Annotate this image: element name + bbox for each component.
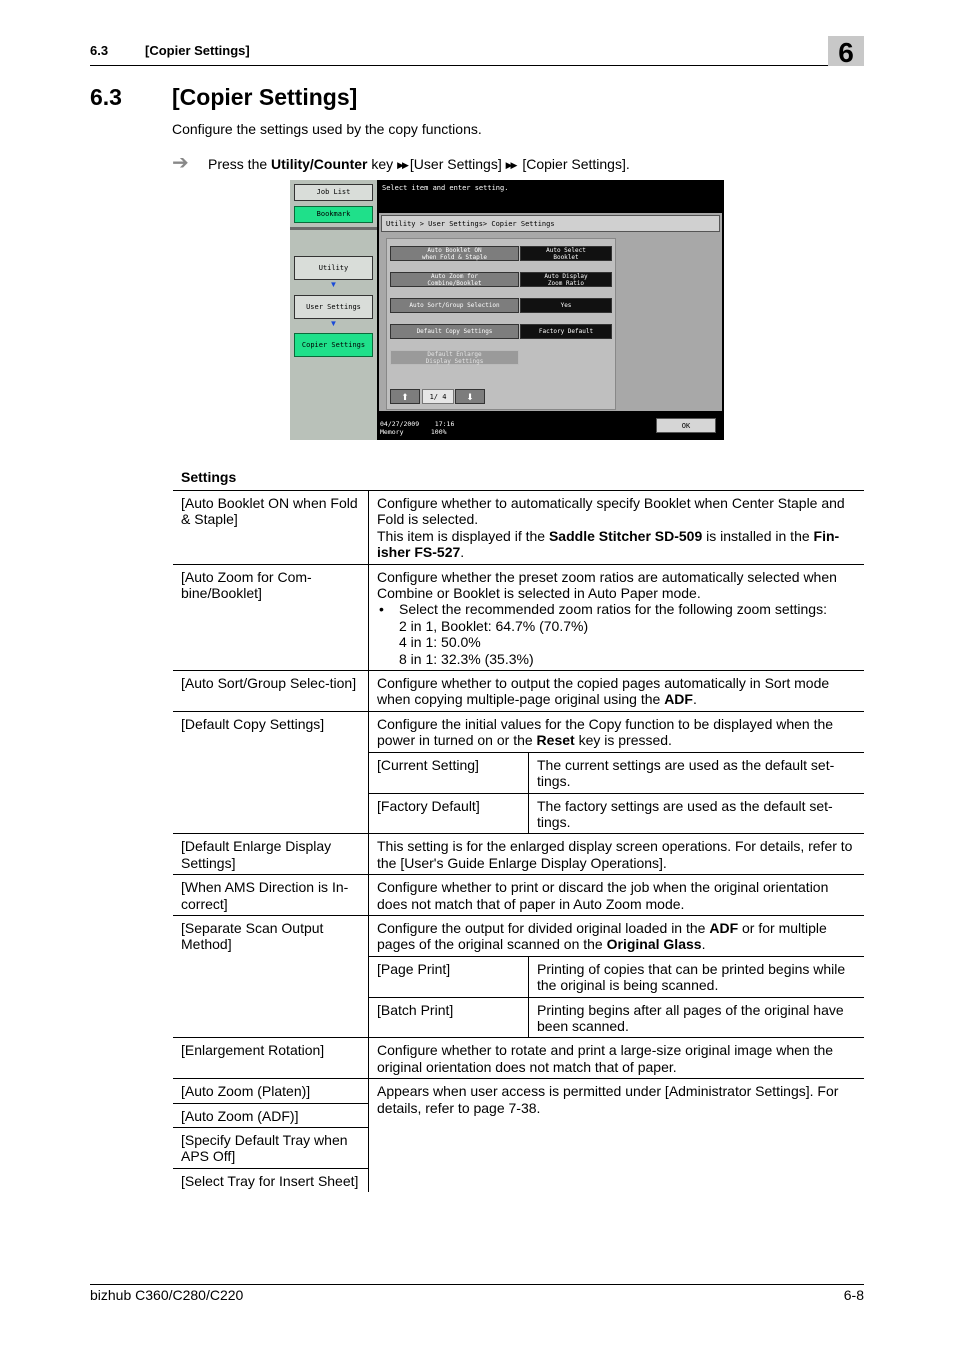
auto-zoom-combine-button[interactable]: Auto Zoom for Combine/Booklet <box>390 272 519 287</box>
default-copy-settings-value: Factory Default <box>520 324 612 339</box>
ok-button[interactable]: OK <box>656 418 716 433</box>
zoom-ratio-line: 4 in 1: 50.0% <box>399 634 481 651</box>
option-name: [Current Setting] <box>369 752 529 793</box>
setting-description <box>369 711 865 752</box>
zoom-ratio-line: 8 in 1: 32.3% (35.3%) <box>399 650 534 667</box>
bold-term: ADF <box>709 919 739 936</box>
description-text: is installed in the <box>702 527 814 544</box>
page-up-button[interactable] <box>390 389 420 404</box>
table-row <box>173 915 864 956</box>
setting-name: [Enlargement Rotation] <box>173 1038 369 1079</box>
option-name: [Batch Print] <box>369 997 529 1038</box>
instruction-key: Utility/Counter <box>271 156 368 172</box>
bold-term: Fin-isher FS-527 <box>377 527 840 561</box>
footer-rule <box>90 1284 864 1285</box>
setting-description <box>369 564 865 670</box>
option-name: [Page Print] <box>369 956 529 997</box>
job-list-button[interactable]: Job List <box>294 184 373 201</box>
up-arrow-icon: ⬆ <box>401 392 409 402</box>
bullet-list <box>377 601 856 667</box>
table-row <box>173 491 864 565</box>
setting-description: Configure whether to rotate and print a large-size original image when the original orientation does not match that of paper. <box>369 1038 865 1079</box>
down-arrow-icon: ▼ <box>329 319 338 328</box>
footer-date: 04/27/2009 <box>380 420 420 428</box>
footer-memory-value: 100% <box>430 428 447 436</box>
setting-name: [When AMS Direction is In-correct] <box>173 875 369 916</box>
setting-name: [Default Copy Settings] <box>173 711 369 833</box>
panel-divider <box>290 227 377 230</box>
settings-table <box>173 490 864 1192</box>
setting-description <box>369 915 865 956</box>
default-copy-settings-button[interactable]: Default Copy Settings <box>390 324 519 339</box>
instruction-step2: [User Settings] <box>409 156 506 172</box>
list-item-text: Select the recommended zoom ratios for the following zoom settings: <box>399 601 827 618</box>
footer-memory-label: Memory <box>380 428 404 436</box>
description-text: This item is displayed if the <box>377 527 549 544</box>
user-settings-button[interactable]: User Settings <box>294 295 373 319</box>
chapter-tab: 6 <box>828 36 864 66</box>
header-section-title: [Copier Settings] <box>145 43 250 58</box>
table-row <box>173 1038 864 1079</box>
utility-button[interactable]: Utility <box>294 256 373 280</box>
down-arrow-icon: ▼ <box>329 280 338 289</box>
auto-zoom-combine-value: Auto Display Zoom Ratio <box>520 272 612 287</box>
setting-name: [Default Enlarge Display Settings] <box>173 834 369 875</box>
footer-time: 17:16 <box>434 420 455 428</box>
table-row <box>173 1079 864 1103</box>
bookmark-button[interactable]: Bookmark <box>294 206 373 223</box>
status-footer <box>380 420 454 436</box>
zoom-ratio-line: 2 in 1, Booklet: 64.7% (70.7%) <box>399 617 589 634</box>
down-arrow-icon: ⬇ <box>466 392 474 402</box>
option-description: Printing of copies that can be printed begins while the original is being scanned. <box>529 956 865 997</box>
option-description: The current settings are used as the default set-tings. <box>529 752 865 793</box>
option-description: The factory settings are used as the default set-tings. <box>529 793 865 834</box>
auto-sort-group-button[interactable]: Auto Sort/Group Selection <box>390 298 519 313</box>
setting-name: [Select Tray for Insert Sheet] <box>173 1168 369 1192</box>
description-text: key is pressed. <box>574 732 672 749</box>
bold-term: Original Glass <box>606 936 702 953</box>
option-description: Printing begins after all pages of the original have been scanned. <box>529 997 865 1038</box>
description-text: . <box>692 691 697 708</box>
step-arrow-icon: ➔ <box>172 152 189 174</box>
page-down-button[interactable] <box>455 389 485 404</box>
description-text: . <box>460 544 465 561</box>
description-text: or for multiple pages of the original scanned on the <box>377 919 827 953</box>
instruction-prefix: Press the <box>208 156 272 172</box>
footer-product: bizhub C360/C280/C220 <box>90 1287 244 1303</box>
table-row <box>173 711 864 752</box>
option-name: [Factory Default] <box>369 793 529 834</box>
setting-name: [Auto Sort/Group Selec-tion] <box>173 671 369 712</box>
intro-text: Configure the settings used by the copy functions. <box>172 121 482 137</box>
list-item <box>399 601 856 667</box>
auto-booklet-value: Auto Select Booklet <box>520 246 612 261</box>
table-row <box>173 875 864 916</box>
copier-settings-button[interactable]: Copier Settings <box>294 333 373 357</box>
description-text: Configure the initial values for the Copy function to be displayed when the power in turned on or the <box>377 715 834 749</box>
auto-booklet-button[interactable]: Auto Booklet ON when Fold & Staple <box>390 246 519 261</box>
page-title: [Copier Settings] <box>172 84 358 110</box>
page-indicator: 1/ 4 <box>422 389 454 404</box>
table-row <box>173 671 864 712</box>
setting-description: Configure whether to print or discard the job when the original orientation does not match that of paper in Auto Zoom mode. <box>369 875 865 916</box>
setting-name: [Specify Default Tray when APS Off] <box>173 1128 369 1169</box>
screen-breadcrumb: Utility > User Settings> Copier Settings <box>381 215 720 232</box>
description-text: Configure the output for divided original loaded in the <box>377 919 710 936</box>
description-text: Configure whether to automatically specify Booklet when Center Staple and Fold is selected. <box>377 495 845 528</box>
setting-name: [Auto Zoom (Platen)] <box>173 1079 369 1103</box>
description-text: Configure whether the preset zoom ratios are automatically selected when Combine or Booklet is selected in Auto Paper mode. <box>377 568 837 602</box>
double-arrow-icon: ▶▶ <box>397 160 407 170</box>
copier-settings-screenshot <box>290 180 724 440</box>
footer-page-number: 6-8 <box>843 1287 864 1303</box>
setting-name: [Separate Scan Output Method] <box>173 915 369 1037</box>
description-text: . <box>701 936 706 953</box>
bold-term: Saddle Stitcher SD-509 <box>548 527 703 544</box>
table-row <box>173 834 864 875</box>
bold-term: Reset <box>536 732 575 749</box>
setting-name: [Auto Zoom (ADF)] <box>173 1103 369 1127</box>
default-enlarge-display-button[interactable]: Default Enlarge Display Settings <box>390 350 519 365</box>
double-arrow-icon: ▶▶ <box>505 160 516 170</box>
page-title-number: 6.3 <box>90 84 122 110</box>
instruction-step3: [Copier Settings]. <box>522 156 630 172</box>
instruction-text <box>208 156 630 172</box>
screen-message: Select item and enter setting. <box>382 184 509 192</box>
header-section-number: 6.3 <box>90 43 109 58</box>
auto-sort-group-value: Yes <box>520 298 612 313</box>
instruction-key-suffix: key <box>367 156 398 172</box>
settings-heading: Settings <box>181 469 237 485</box>
setting-description: Appears when user access is permitted under [Administrator Settings]. For details, refer to page 7-38. <box>369 1079 865 1193</box>
setting-description <box>369 491 865 565</box>
setting-description <box>369 671 865 712</box>
table-row <box>173 564 864 670</box>
setting-description: This setting is for the enlarged display screen operations. For details, refer to the [User's Guide Enlarge Display Operations]. <box>369 834 865 875</box>
left-panel <box>290 180 377 440</box>
description-text: Configure whether to output the copied pages automatically in Sort mode when copying multiple-page original using the <box>377 675 830 708</box>
setting-name: [Auto Zoom for Com-bine/Booklet] <box>173 564 369 670</box>
setting-name: [Auto Booklet ON when Fold & Staple] <box>173 491 369 565</box>
bold-term: ADF <box>664 691 693 708</box>
header-rule <box>90 65 864 66</box>
